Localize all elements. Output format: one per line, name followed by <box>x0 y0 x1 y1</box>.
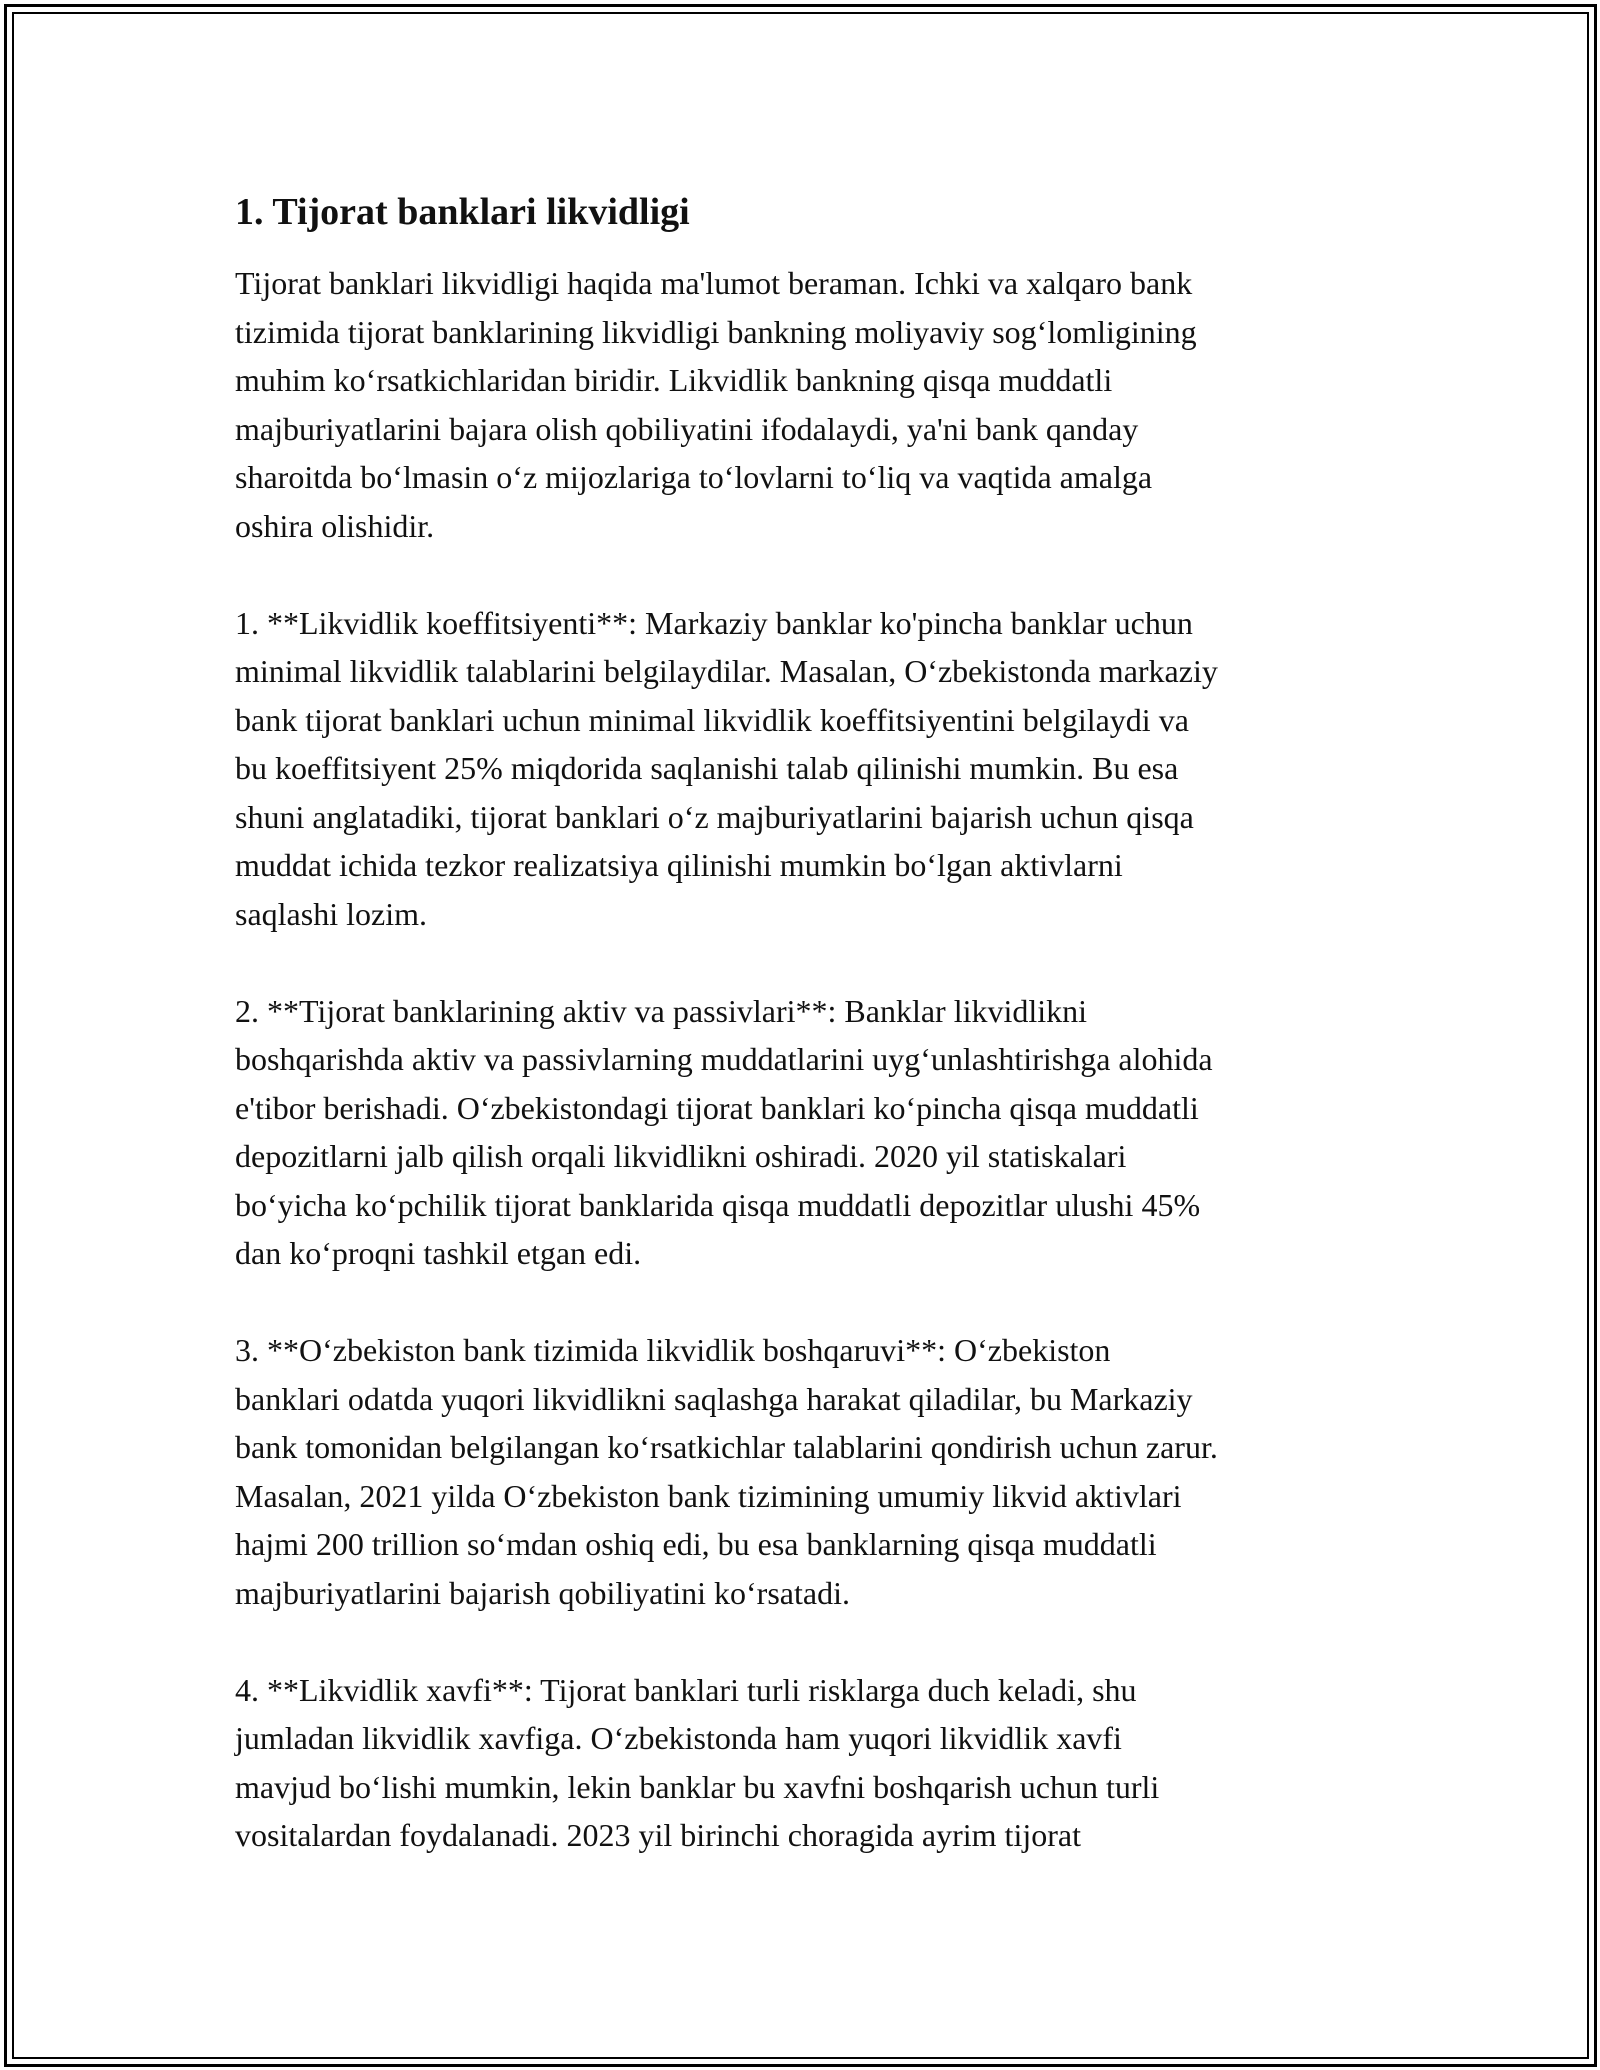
point-3-paragraph: 3. **O‘zbekiston bank tizimida likvidlik boshqaruvi**: O‘zbekiston banklari odatda yuqori likvidlikni saqlashga harakat qiladilar, bu Markaziy bank tomonidan belgilangan ko‘rsatkichlar talablarini qondirish uchun zarur. Masalan, 2021 yilda O‘zbekiston bank tizimining umumiy likvid aktivlari hajmi 200 trillion so‘mdan oshiq edi, bu esa banklarning qisqa muddatli majburiyatlarini bajarish qobiliyatini ko‘rsatadi. <box>235 1332 1218 1611</box>
document-body <box>235 188 1371 1860</box>
point-2-paragraph: 2. **Tijorat banklarining aktiv va passivlari**: Banklar likvidlikni boshqarishda aktiv va passivlarning muddatlarini uyg‘unlashtirishga alohida e'tibor berishadi. O‘zbekistondagi tijorat banklari ko‘pincha qisqa muddatli depozitlarni jalb qilish orqali likvidlikni oshiradi. 2020 yil statiskalari bo‘yicha ko‘pchilik tijorat banklarida qisqa muddatli depozitlar ulushi 45% dan ko‘proqni tashkil etgan edi. <box>235 992 1213 1271</box>
section-title: 1. Tijorat banklari likvidligi <box>235 191 690 233</box>
point-4-paragraph: 4. **Likvidlik xavfi**: Tijorat banklari turli risklarga duch keladi, shu jumladan likvidlik xavfiga. O‘zbekistonda ham yuqori likvidlik xavfi mavjud bo‘lishi mumkin, lekin banklar bu xavfni boshqarish uchun turli vositalardan foydalanadi. 2023 yil birinchi choragida ayrim tijorat <box>235 1671 1160 1853</box>
point-1-paragraph: 1. **Likvidlik koeffitsiyenti**: Markaziy banklar ko'pincha banklar uchun minimal likvidlik talablarini belgilaydilar. Masalan, O‘zbekistonda markaziy bank tijorat banklari uchun minimal likvidlik koeffitsiyentini belgilaydi va bu koeffitsiyent 25% miqdorida saqlanishi talab qilinishi mumkin. Bu esa shuni anglatadiki, tijorat banklari o‘z majburiyatlarini bajarish uchun qisqa muddat ichida tezkor realizatsiya qilinishi mumkin bo‘lgan aktivlarni saqlashi lozim. <box>235 604 1218 932</box>
intro-paragraph: Tijorat banklari likvidligi haqida ma'lumot beraman. Ichki va xalqaro bank tizimida tijorat banklarining likvidligi bankning moliyaviy sog‘lomligining muhim ko‘rsatkichlaridan biridir. Likvidlik bankning qisqa muddatli majburiyatlarini bajara olish qobiliyatini ifodalaydi, ya'ni bank qanday sharoitda bo‘lmasin o‘z mijozlariga to‘lovlarni to‘liq va vaqtida amalga oshira olishidir. <box>235 265 1197 544</box>
